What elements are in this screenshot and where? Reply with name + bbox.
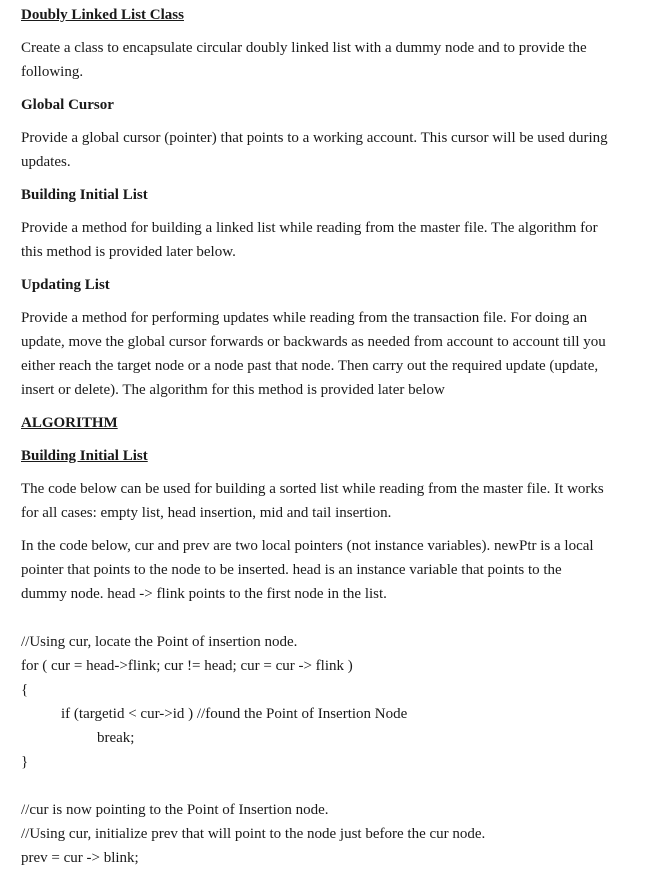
paragraph-line: The code below can be used for building a sorted list while reading from the master file. It works xyxy=(21,481,604,497)
code-line: //Using cur, initialize prev that will point to the node just before the cur node. xyxy=(21,826,486,842)
algorithm-heading: ALGORITHM xyxy=(21,415,118,431)
section-heading-building-initial-list: Building Initial List xyxy=(21,187,148,203)
document-title: Doubly Linked List Class xyxy=(21,7,184,23)
paragraph-line: In the code below, cur and prev are two local pointers (not instance variables). newPtr is a local xyxy=(21,538,594,554)
section-heading-global-cursor: Global Cursor xyxy=(21,97,114,113)
section-heading-updating-list: Updating List xyxy=(21,277,110,293)
code-line: { xyxy=(21,682,29,698)
code-line: if (targetid < cur->id ) //found the Point of Insertion Node xyxy=(61,706,408,722)
paragraph-line: update, move the global cursor forwards or backwards as needed from account to account till you xyxy=(21,334,606,350)
intro-line: Create a class to encapsulate circular doubly linked list with a dummy node and to provide the xyxy=(21,40,587,56)
code-line: for ( cur = head->flink; cur != head; cur = cur -> flink ) xyxy=(21,658,353,674)
paragraph-line: insert or delete). The algorithm for this method is provided later below xyxy=(21,382,445,398)
paragraph-line: this method is provided later below. xyxy=(21,244,236,260)
paragraph-line: for all cases: empty list, head insertion, mid and tail insertion. xyxy=(21,505,392,521)
code-line: break; xyxy=(97,730,135,746)
paragraph-line: pointer that points to the node to be inserted. head is an instance variable that points to the xyxy=(21,562,562,578)
algorithm-subheading: Building Initial List xyxy=(21,448,148,464)
paragraph-line: either reach the target node or a node past that node. Then carry out the required update (update, xyxy=(21,358,599,374)
code-line: prev = cur -> blink; xyxy=(21,850,139,866)
code-line: //Using cur, locate the Point of insertion node. xyxy=(21,634,298,650)
paragraph-line: dummy node. head -> flink points to the first node in the list. xyxy=(21,586,387,602)
intro-line: following. xyxy=(21,64,84,80)
code-line: } xyxy=(21,754,29,770)
paragraph-line: Provide a method for building a linked list while reading from the master file. The algorithm for xyxy=(21,220,598,236)
paragraph-line: updates. xyxy=(21,154,71,170)
paragraph-line: Provide a global cursor (pointer) that points to a working account. This cursor will be used during xyxy=(21,130,608,146)
code-line: //cur is now pointing to the Point of Insertion node. xyxy=(21,802,329,818)
paragraph-line: Provide a method for performing updates while reading from the transaction file. For doing an xyxy=(21,310,588,326)
